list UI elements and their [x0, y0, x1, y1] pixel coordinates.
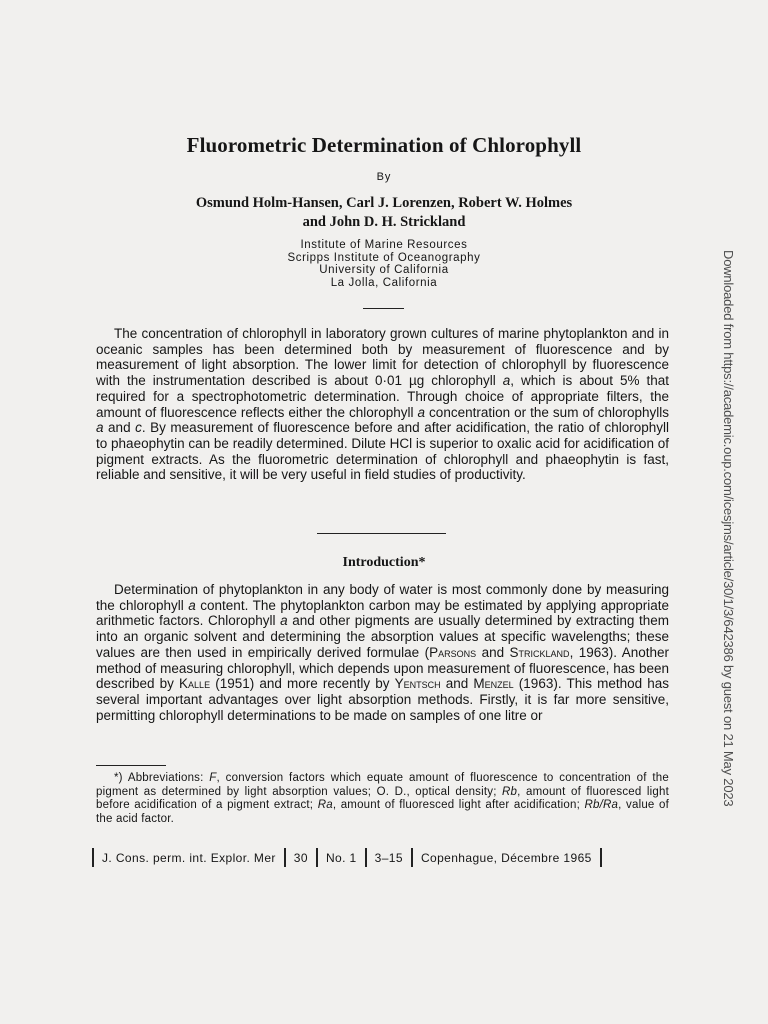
- reference-author: Parsons: [429, 644, 477, 660]
- by-line: By: [376, 171, 392, 183]
- author-list: [0, 194, 768, 232]
- footnote-rule: [96, 765, 166, 766]
- affiliation-line: University of California: [319, 264, 449, 276]
- affiliation-line: Scripps Institute of Oceanography: [287, 251, 481, 264]
- reference-author: Yentsch: [394, 676, 441, 692]
- paper-title: Fluorometric Determination of Chlorophyll: [186, 133, 582, 157]
- citation-divider: [600, 848, 602, 867]
- citation-journal: J. Cons. perm. int. Explor. Mer: [102, 850, 276, 865]
- download-watermark: Downloaded from https://academic.oup.com/icesjms/article/30/1/3/642386 by guest on 21 May 2023: [721, 250, 736, 807]
- introduction-paragraph: Determination of phytoplankton in any body of water is most commonly done by measuring the chlorophyll a content. The phytoplankton carbon may be estimated by applying appropriate arithmetic factors. Chlorophyll a and other pigments are usually determined by extracting them into an organic solvent and determining the absorption values at specific wavelengths; these values are then used in empirically derived formulae (Parsons and Strickland, 1963). Another method of measuring chlorophyll, which depends upon measurement of fluorescence, has been described by Kalle (1951) and more recently by Yentsch and Menzel (1963). This method has several important advantages over light absorption methods. Firstly, it is far more sensitive, permitting chlorophyll determinations to be made on samples of one litre or: [96, 582, 669, 723]
- reference-author: Kalle: [179, 676, 211, 692]
- citation-place-date: Copenhague, Décembre 1965: [420, 850, 592, 865]
- authors-line-2: and John D. H. Strickland: [302, 214, 466, 230]
- affiliation: [0, 239, 768, 289]
- divider-long: [317, 533, 446, 534]
- footnote-abbreviations: *) Abbreviations: F, conversion factors which equate amount of fluorescence to concentration of the pigment as determined by light absorption values; O. D., optical density; Rb, amount of fluoresced light before acidification of a pigment extract; Ra, amount of fluoresced light after acidification; Rb/Ra, value of the acid factor.: [96, 772, 670, 825]
- citation-number: No. 1: [325, 850, 357, 865]
- journal-citation: [92, 848, 602, 867]
- affiliation-line: Institute of Marine Resources: [300, 239, 468, 251]
- reference-author: Strickland: [509, 644, 570, 660]
- abstract-paragraph: The concentration of chlorophyll in laboratory grown cultures of marine phytoplankton and in oceanic samples has been determined both by measurement of fluorescence and by measurement of light absorption. The lower limit for detection of chlorophyll by fluorescence with the instrumentation described is about 0·01 µg chlorophyll a, which is about 5% that required for a spectrophotometric determination. Through choice of appropriate filters, the amount of fluorescence reflects either the chlorophyll a concentration or the sum of chlorophylls a and c. By measurement of fluorescence before and after acidification, the ratio of chlorophyll to phaeophytin can be readily determined. Dilute HCl is superior to oxalic acid for acidification of pigment extracts. As the fluorometric determination of chlorophyll and phaeophytin is fast, reliable and sensitive, it will be very useful in field studies of productivity.: [96, 326, 670, 483]
- reference-author: Menzel: [473, 676, 514, 692]
- authors-line-1: Osmund Holm-Hansen, Carl J. Lorenzen, Robert W. Holmes: [195, 195, 573, 211]
- affiliation-line: La Jolla, California: [330, 276, 438, 289]
- section-heading-introduction: Introduction*: [342, 555, 426, 570]
- citation-volume: 30: [293, 850, 308, 865]
- divider-short: [363, 308, 404, 309]
- citation-pages: 3–15: [374, 850, 403, 865]
